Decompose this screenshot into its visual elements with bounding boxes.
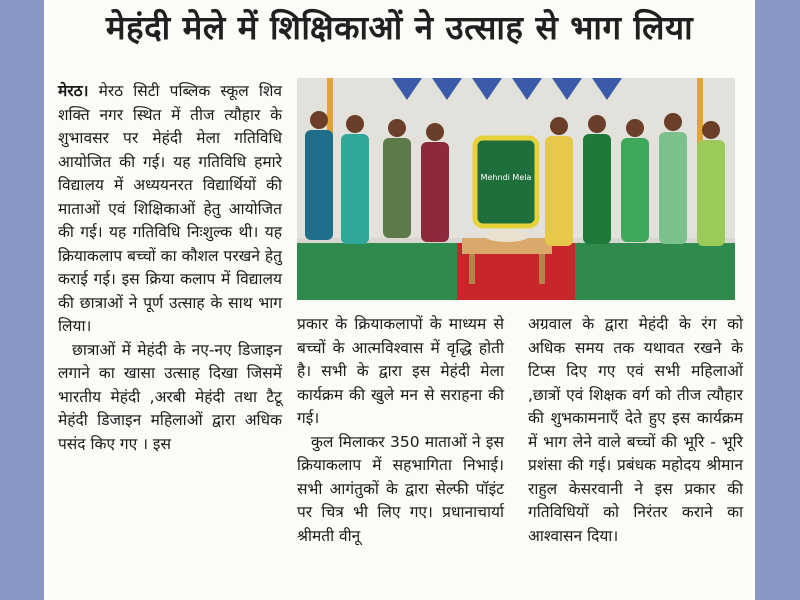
newspaper-clipping xyxy=(44,0,755,600)
event-photo xyxy=(297,78,735,300)
event-photo-illustration xyxy=(297,78,735,300)
article-column-1 xyxy=(58,80,282,456)
headline: मेहंदी मेले में शिक्षिकाओं ने उत्साह से भाग लिया xyxy=(105,8,694,47)
column-1-paragraph-1: मेरठ सिटी पब्लिक स्कूल शिव शक्ति नगर स्थित में तीज त्यौहार के शुभावसर पर मेहंदी मेला गतिविधि आयोजित की गई। यह गतिविधि हमारे विद्यालय में अध्ययनरत विद्यार्थियों की माताओं एवं शिक्षिकाओं हेतु आयोजित की गई। यह गतिविधि निःशुल्क थी। यह क्रियाकलाप बच्चों का कौशल परखने हेतु कराई गई। इस क्रिया कलाप में विद्यालय की छात्राओं ने पूर्ण उत्साह के साथ भाग लिया। xyxy=(58,82,282,335)
column-2-paragraph-1: प्रकार के क्रियाकलापों के माध्यम से बच्चों के आत्मविश्वास में वृद्धि होती है। सभी के द्वारा इस मेहंदी मेला कार्यक्रम की खुले मन से सराहना की गई। xyxy=(297,315,504,427)
column-1-paragraph-2: छात्राओं में मेहंदी के नए-नए डिजाइन लगाने का खासा उत्साह दिखा जिसमें भारतीय मेहंदी ,अरबी मेहंदी तथा टैटू मेहंदी डिजाइन महिलाओं द्वारा अधिक पसंद किए गए । इस xyxy=(58,340,282,453)
column-2-paragraph-2: कुल मिलाकर 350 माताओं ने इस क्रियाकलाप में सहभागिता निभाई। सभी आगंतुकों के द्वारा सेल्फी पॉइंट पर चित्र भी लिए गए। प्रधानाचार्या श्रीमती वीनू xyxy=(297,432,504,545)
article-column-2 xyxy=(297,313,504,548)
article-column-3 xyxy=(528,313,743,548)
column-3-paragraph-1: अग्रवाल के द्वारा मेहंदी के रंग को अधिक समय तक यथावत रखने के टिप्स दिए गए एवं सभी महिलाओं ,छात्रों एवं शिक्षक वर्ग को तीज त्यौहार की शुभकामनाएँ देते हुए इस कार्यक्रम में भाग लेने वाले बच्चों की भूरि - भूरि प्रशंसा की गई। प्रबंधक महोदय श्रीमान राहुल केसरवानी ने इस प्रकार की गतिविधियों को निरंतर कराने का आश्वासन दिया। xyxy=(528,315,743,545)
board-text: Mehndi Mela xyxy=(480,173,532,182)
dateline: मेरठ। xyxy=(58,82,89,100)
